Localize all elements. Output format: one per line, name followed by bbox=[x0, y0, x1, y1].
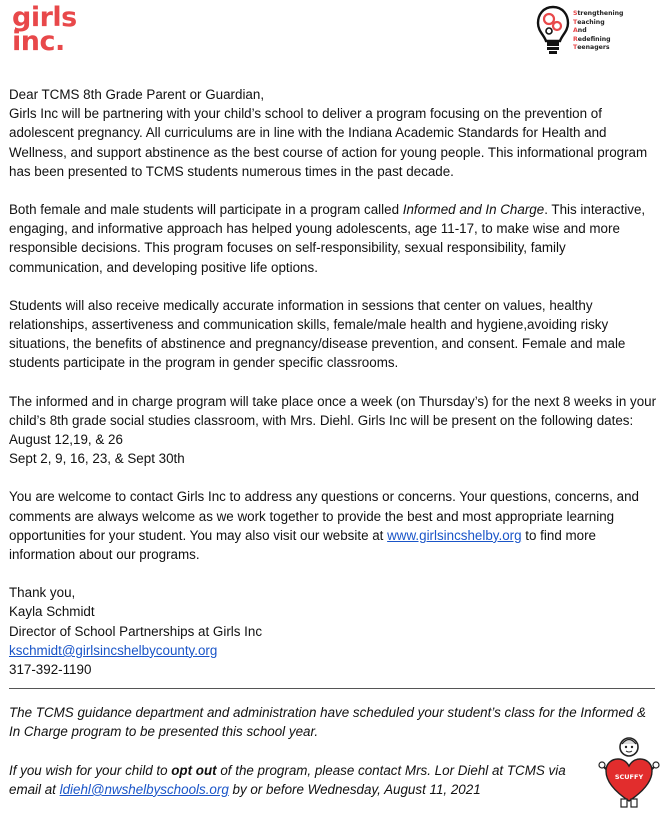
diehl-email-link[interactable]: ldiehl@nwshelbyschools.org bbox=[59, 781, 229, 797]
acronym-line: Teenagers bbox=[573, 44, 610, 52]
paragraph-intro: Girls Inc will be partnering with your child’s school to deliver a program focusing on the prevention of adolescent pregnancy. All curriculums are in line with the Indiana Academic Standards for Health and Wellness, and support abstinence as the best course of action for young people. This informational program has been presented to TCMS students numerous times in the past decade. bbox=[9, 106, 648, 179]
lightbulb-gears-icon bbox=[535, 4, 571, 62]
program-name: Informed and In Charge bbox=[402, 202, 545, 218]
paragraph-topics: Students will also receive medically accurate information in sessions that center on values, healthy relationships, assertiveness and communication skills, female/male health and hygiene,avoiding risky situations, the benefits of abstinence and pregnancy/disease prevention, and consent. Female and male students participate in the program in gender specific classrooms. bbox=[9, 297, 626, 371]
guidance-note: The TCMS guidance department and administration have scheduled your student’s class for the Informed & In Charge program to be presented this school year. bbox=[9, 705, 646, 740]
closing: Thank you, bbox=[9, 585, 76, 601]
signer-name: Kayla Schmidt bbox=[9, 604, 95, 620]
paragraph-program: Both female and male students will participate in a program called Informed and In Charge. This interactive, engaging, and informative approach has helped young adolescents, age 11-17, to make wise and more responsible decisions. This program focuses on self-responsibility, sexual responsibility, family communication, and developing positive life options. bbox=[9, 202, 646, 275]
signer-phone: 317-392-1190 bbox=[9, 662, 92, 678]
scuffy-mascot-icon bbox=[598, 735, 660, 809]
logo-word-girls: girls bbox=[12, 2, 77, 33]
signer-title: Director of School Partnerships at Girls Inc bbox=[9, 623, 263, 639]
opt-out-emphasis: opt out bbox=[171, 762, 217, 778]
mascot-label: SCUFFY bbox=[614, 773, 644, 781]
start-program-logo bbox=[535, 4, 660, 64]
signer-email-link[interactable]: kschmidt@girlsincshelbycounty.org bbox=[9, 642, 218, 658]
salutation: Dear TCMS 8th Grade Parent or Guardian, bbox=[9, 87, 265, 102]
website-link[interactable]: www.girlsincshelby.org bbox=[387, 527, 522, 543]
logo-acronym bbox=[573, 10, 623, 53]
acronym-line: And bbox=[573, 27, 587, 35]
paragraph-contact: You are welcome to contact Girls Inc to address any questions or concerns. Your questions, concerns, and comments are always welcome as we work together to provide the best and most appropriate learning opportunities for your student. You may also visit our website at www.girlsincshelby.org to find more information about our programs. bbox=[9, 489, 639, 563]
letter-body bbox=[9, 85, 657, 799]
logo-word-inc: inc. bbox=[12, 26, 65, 57]
acronym-line: Teaching bbox=[573, 18, 605, 26]
dates-august: August 12,19, & 26 bbox=[9, 432, 123, 448]
acronym-line: Strengthening bbox=[573, 10, 624, 17]
acronym-line: Redefining bbox=[573, 35, 611, 43]
girls-inc-logo bbox=[12, 2, 92, 57]
opt-out-note: If you wish for your child to opt out of the program, please contact Mrs. Lor Diehl at TCMS via email at ldiehl@nwshelbyschools.org by or before Wednesday, August 11, 2021 bbox=[9, 762, 566, 797]
divider bbox=[9, 688, 655, 689]
paragraph-schedule: The informed and in charge program will take place once a week (on Thursday’s) for the next 8 weeks in your child’s 8th grade social studies classroom, with Mrs. Diehl. Girls Inc will be present on the following dates: bbox=[9, 393, 657, 428]
dates-september: Sept 2, 9, 16, 23, & Sept 30th bbox=[9, 451, 185, 467]
